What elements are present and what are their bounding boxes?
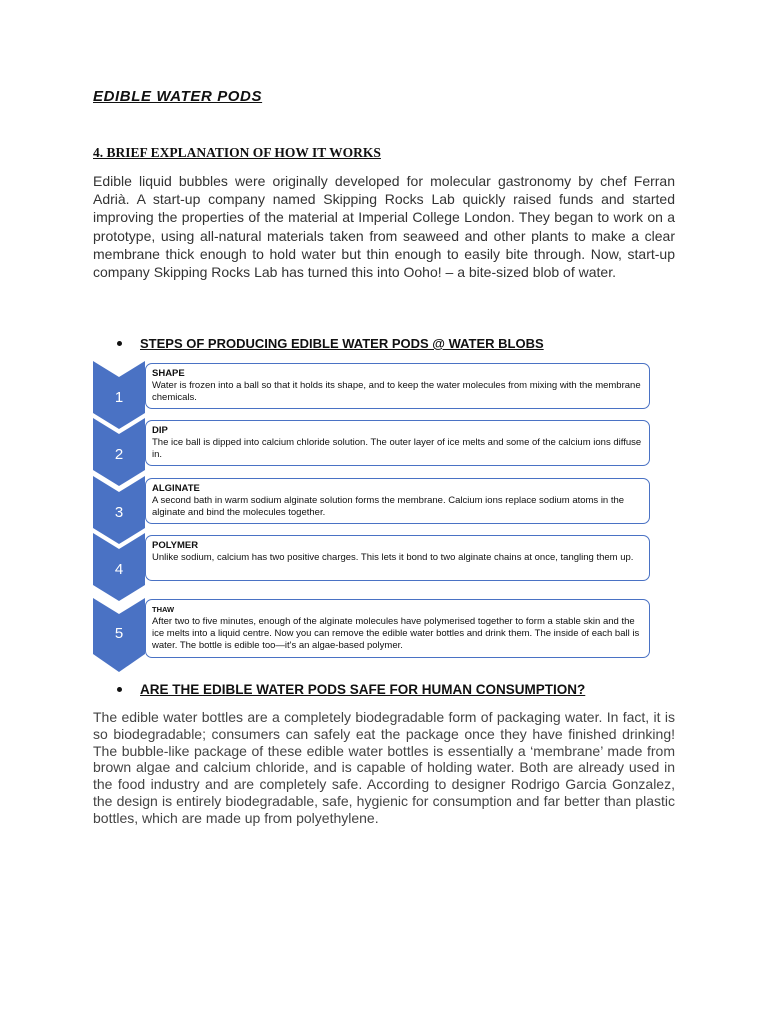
step-box bbox=[145, 478, 650, 524]
intro-paragraph: Edible liquid bubbles were originally developed for molecular gastronomy by chef Ferran Adrià. A start-up company named Skipping Rocks Lab quickly raised funds and started improving the properties of the material at Imperial College London. They began to work on a prototype, using all-natural materials taken from seaweed and other plants to make a clear membrane thick enough to hold water but thin enough to easily bite through. Now, start-up company Skipping Rocks Lab has turned this into Ooho! – a bite-sized blob of water. bbox=[93, 173, 675, 281]
step-title: THAW bbox=[152, 605, 175, 614]
step-title: POLYMER bbox=[152, 540, 199, 551]
document-title: EDIBLE WATER PODS bbox=[93, 88, 263, 105]
step-number: 5 bbox=[114, 625, 124, 642]
step-number: 2 bbox=[114, 446, 124, 463]
step-number: 4 bbox=[114, 561, 124, 578]
steps-heading-text: STEPS OF PRODUCING EDIBLE WATER PODS @ WATER BLOBS bbox=[140, 336, 544, 351]
step-title: DIP bbox=[152, 425, 168, 436]
steps-heading bbox=[117, 336, 544, 351]
section-heading: 4. BRIEF EXPLANATION OF HOW IT WORKS bbox=[93, 145, 381, 160]
step-box bbox=[145, 363, 650, 409]
safety-heading bbox=[117, 682, 585, 697]
step-description: After two to five minutes, enough of the alginate molecules have polymerised together to form a stable skin and the ice melts into a liquid centre. Now you can remove the edible water bottles and drink them. The inside of each ball is water. The bottle is edible too—it's an algae-based polymer. bbox=[152, 616, 640, 651]
step-title: SHAPE bbox=[152, 368, 185, 379]
step-box bbox=[145, 420, 650, 466]
step-box bbox=[145, 535, 650, 581]
step-description: The ice ball is dipped into calcium chloride solution. The outer layer of ice melts and some of the calcium ions diffuse in. bbox=[152, 437, 642, 460]
safety-heading-text: ARE THE EDIBLE WATER PODS SAFE FOR HUMAN CONSUMPTION? bbox=[140, 682, 586, 697]
bullet-icon bbox=[117, 341, 122, 346]
step-description: Unlike sodium, calcium has two positive charges. This lets it bond to two alginate chains at once, tangling them up. bbox=[152, 552, 634, 563]
step-title: ALGINATE bbox=[152, 483, 200, 494]
step-description: Water is frozen into a ball so that it holds its shape, and to keep the water molecules from mixing with the membrane chemicals. bbox=[152, 380, 641, 403]
steps-diagram bbox=[93, 361, 653, 673]
bullet-icon bbox=[117, 687, 122, 692]
safety-paragraph: The edible water bottles are a completely biodegradable form of packaging water. In fact, it is so biodegradable; consumers can safely eat the package once they have finished drinking! The bubble-like package of these edible water bottles is essentially a ‘membrane’ made from brown algae and calcium chloride, and is capable of holding water. Both are already used in the food industry and are completely safe. According to designer Rodrigo Garcia Gonzalez, the design is entirely biodegradable, safe, hygienic for consumption and far better than plastic bottles, which are made up from polyethylene. bbox=[93, 709, 675, 826]
step-number: 1 bbox=[114, 389, 124, 406]
step-description: A second bath in warm sodium alginate solution forms the membrane. Calcium ions replace sodium atoms in the alginate and bind the molecules together. bbox=[152, 495, 625, 518]
step-number: 3 bbox=[114, 504, 124, 521]
step-box bbox=[145, 599, 650, 658]
